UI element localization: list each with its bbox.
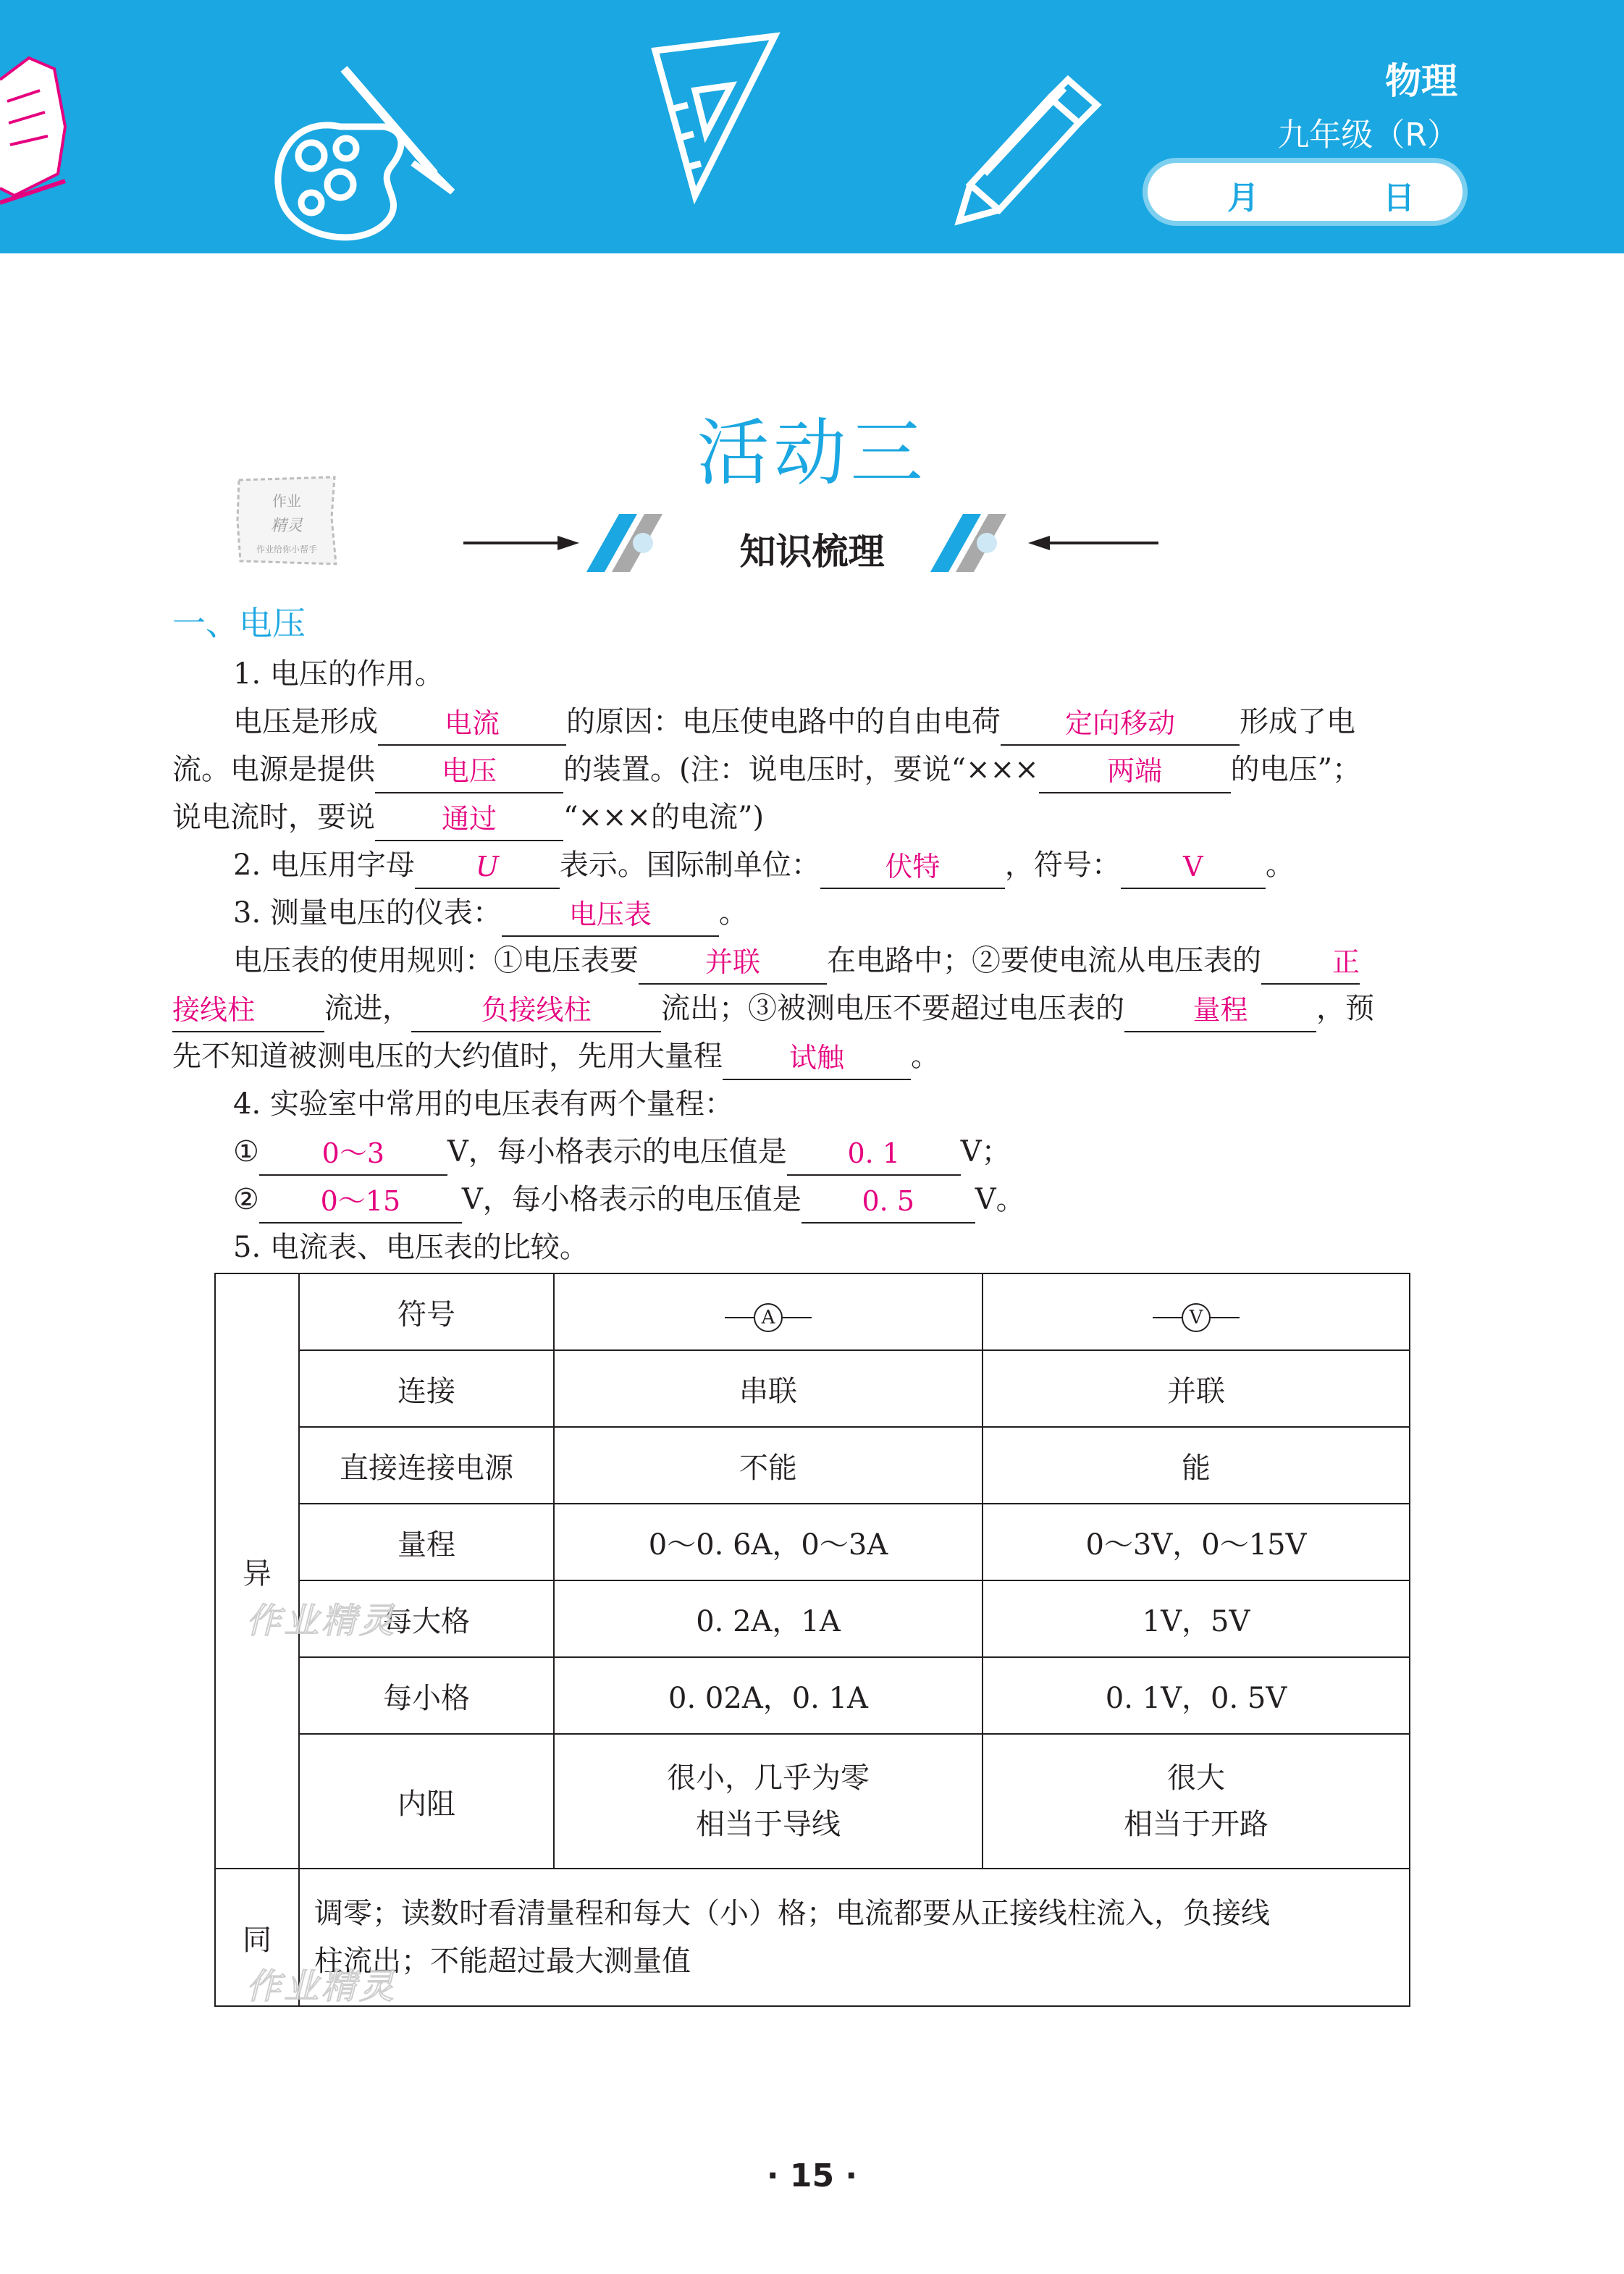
table-row: [215, 1427, 1410, 1504]
skate-icon: [0, 58, 65, 203]
q5-title: 5. 电流表、电压表的比较。: [233, 1231, 589, 1264]
row-label: 量程: [299, 1504, 554, 1580]
ammeter-cell: 0. 02A，0. 1A: [554, 1657, 983, 1734]
ammeter-cell: 0. 2A，1A: [554, 1580, 983, 1657]
grade-label: 九年级（R）: [1277, 117, 1459, 153]
subject-label: 物理: [1385, 60, 1457, 102]
same-label: 同: [215, 1869, 299, 2006]
voltmeter-symbol: [983, 1273, 1410, 1350]
answer-blank: 两端: [1039, 751, 1231, 793]
q4-range1: ① 0～3 V，每小格表示的电压值是 0. 1 V；: [233, 1128, 1011, 1176]
answer-blank: 伏特: [820, 847, 1005, 889]
watermark: 作业精灵: [246, 1601, 397, 1641]
ammeter-cell: 不能: [554, 1427, 983, 1504]
row-label: 直接连接电源: [299, 1427, 554, 1504]
voltmeter-cell: 0～3V，0～15V: [983, 1504, 1410, 1580]
palette-icon: [278, 69, 453, 237]
q1-title: 1. 电压的作用。: [233, 657, 444, 691]
rule-line1: 电压表的使用规则：①电压表要 并联 在电路中；②要使电流从电压表的 正: [233, 937, 1360, 985]
pencil-icon: [959, 80, 1097, 221]
answer-blank: 并联: [639, 943, 827, 985]
knowledge-title: 知识梳理: [739, 531, 885, 573]
answer-blank: 试触: [723, 1038, 911, 1080]
table-row: [215, 1273, 1410, 1350]
table-row: [215, 1350, 1410, 1427]
watermark: 作业精灵: [246, 1966, 397, 2007]
same-cell: 调零；读数时看清量程和每大（小）格；电流都要从正接线柱流入，负接线 柱流出；不能超过最大测量值: [299, 1869, 1410, 2006]
stamp-line1: 作业: [272, 492, 301, 510]
table-row: [215, 1734, 1410, 1869]
date-day: 日: [1383, 180, 1415, 216]
q4-title: 4. 实验室中常用的电压表有两个量程：: [233, 1087, 733, 1121]
q1-line1: 电压是形成 电流 的原因：电压使电路中的自由电荷 定向移动 形成了电: [233, 698, 1355, 746]
voltmeter-cell: 并联: [983, 1350, 1410, 1427]
q4-range2: ② 0～15 V，每小格表示的电压值是 0. 5 V。: [233, 1176, 1025, 1224]
answer-blank: 0～15: [259, 1182, 462, 1224]
voltmeter-cell: 很大 相当于开路: [983, 1734, 1410, 1869]
answer-blank: 电压: [375, 751, 563, 793]
ammeter-cell: 串联: [554, 1350, 983, 1427]
answer-blank: 电流: [378, 704, 566, 746]
ammeter-icon: A: [725, 1303, 812, 1332]
row-label: 连接: [299, 1350, 554, 1427]
date-field: [1148, 163, 1463, 221]
rule-line3: 先不知道被测电压的大约值时，先用大量程 试触 。: [172, 1032, 940, 1080]
q3-line: 3. 测量电压的仪表： 电压表 。: [233, 889, 748, 937]
row-label: 符号: [299, 1273, 554, 1350]
answer-blank: V: [1121, 847, 1266, 889]
answer-blank: 量程: [1124, 990, 1316, 1032]
answer-blank: 接线柱: [172, 990, 324, 1032]
answer-blank: 0～3: [259, 1134, 447, 1176]
voltmeter-cell: 0. 1V，0. 5V: [983, 1657, 1410, 1734]
ammeter-cell: 很小，几乎为零 相当于导线: [554, 1734, 983, 1869]
row-label: 每小格: [299, 1657, 554, 1734]
answer-blank: 0. 1: [787, 1134, 961, 1176]
stamp-line2: 精灵: [270, 517, 303, 535]
row-label: 每大格: [299, 1580, 554, 1657]
date-month: 月: [1227, 180, 1259, 216]
page-title: 活动三: [697, 410, 927, 495]
q1-line3: 说电流时，要说 通过 “×××的电流”): [172, 793, 764, 841]
page-number: · 15 ·: [766, 2157, 858, 2194]
ammeter-symbol: [554, 1273, 983, 1350]
voltmeter-cell: 能: [983, 1427, 1410, 1504]
ammeter-cell: 0～0. 6A，0～3A: [554, 1504, 983, 1580]
voltmeter-cell: 1V，5V: [983, 1580, 1410, 1657]
q1-line2: 流。电源是提供 电压 的装置。(注：说电压时，要说“××× 两端 的电压”；: [172, 746, 1361, 793]
answer-blank: U: [415, 847, 560, 889]
rule-line2: 接线柱 流进， 负接线柱 流出；③被测电压不要超过电压表的 量程 ，预: [172, 985, 1374, 1032]
triangle-ruler-icon: [655, 36, 775, 195]
answer-blank: 定向移动: [1001, 704, 1240, 746]
answer-blank: 0. 5: [802, 1182, 975, 1224]
q2-line: 2. 电压用字母 U 表示。国际制单位： 伏特 ，符号： V 。: [233, 841, 1295, 889]
diff-label: 异: [215, 1273, 299, 1869]
row-label: 内阻: [299, 1734, 554, 1869]
answer-blank: 电压表: [502, 895, 719, 937]
table-row: [215, 1504, 1410, 1580]
section-heading: 一、电压: [172, 604, 306, 643]
answer-blank: 正: [1261, 943, 1360, 985]
answer-blank: 通过: [375, 799, 563, 841]
table-row: [215, 1657, 1410, 1734]
voltmeter-icon: V: [1153, 1303, 1240, 1332]
stamp-line3: 作业给你小帮手: [256, 544, 318, 555]
answer-blank: 负接线柱: [411, 990, 661, 1032]
